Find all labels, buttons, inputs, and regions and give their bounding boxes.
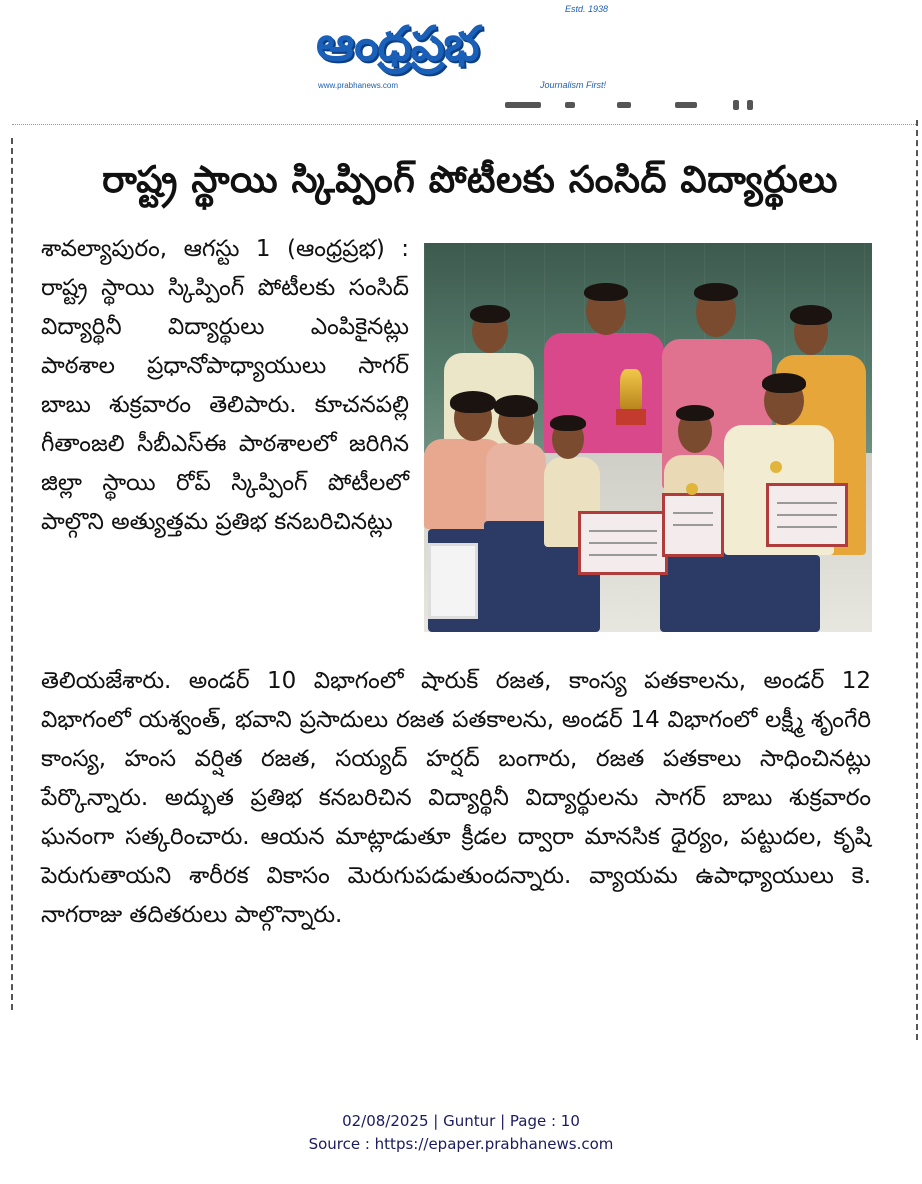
footer-meta: 02/08/2025 | Guntur | Page : 10	[342, 1112, 580, 1130]
clipping-left-edge	[11, 138, 13, 1010]
masthead	[310, 4, 612, 90]
masthead-tagline: Journalism First!	[539, 80, 606, 90]
clipping-top-edge	[12, 124, 916, 125]
article-body-full-width: తెలియజేశారు. అండర్ 10 విభాగంలో షారుక్ రజత, కాంస్య పతకాలను, అండర్ 12 విభాగంలో యశ్వంత్, భవాని ప్రసాదులు రజత పతకాలను, అండర్ 14 విభాగంలో లక్ష్మీ శృంగేరి కాంస్య, హంస వర్షిత రజత, సయ్యద్ హర్షద్ బంగారు, రజత పతకాలు సాధించినట్లు పేర్కొన్నారు. అద్భుత ప్రతిభ కనబరిచిన విద్యార్థినీ విద్యార్థులను సాగర్ బాబు శుక్రవారం ఘనంగా సత్కరించారు. ఆయన మాట్లాడుతూ క్రీడల ద్వారా మానసిక ధైర్యం, పట్టుదల, కృషి పెరుగుతాయని శారీరక వికాసం మెరుగుపడుతుందన్నారు. వ్యాయమ ఉపాధ్యాయులు కె. నాగరాజు తదితరులు పాల్గొన్నారు.	[41, 668, 871, 928]
footer-source: Source : https://epaper.prabhanews.com	[308, 1135, 614, 1153]
article-body-left-column: శావల్యాపురం, ఆగస్టు 1 (ఆంధ్రప్రభ) : రాష్ట్ర స్థాయి స్కిప్పింగ్ పోటీలకు సంసిద్ విద్యార్థినీ విద్యార్థులు ఎంపికైనట్లు పాఠశాల ప్రధానోపాధ్యాయులు సాగర్ బాబు శుక్రవారం తెలిపారు. కూచనపల్లి గీతాంజలి సీబీఎస్ఈ పాఠశాలలో జరిగిన జిల్లా స్థాయి రోప్ స్కిప్పింగ్ పోటీలలో పాల్గొని అత్యుత్తమ ప్రతిభ కనబరిచినట్లు	[41, 236, 409, 535]
newspaper-logo: ఆంధ్రప్రభ	[316, 16, 479, 72]
article-photo	[424, 243, 872, 632]
masthead-url: www.prabhanews.com	[318, 81, 399, 90]
article-headline: రాష్ట్ర స్థాయి స్కిప్పింగ్ పోటీలకు సంసిద్ విద్యార్థులు	[102, 158, 838, 201]
masthead-established: Estd. 1938	[564, 4, 608, 14]
clipping-right-edge	[916, 120, 918, 1040]
clipping-residue	[505, 100, 825, 110]
